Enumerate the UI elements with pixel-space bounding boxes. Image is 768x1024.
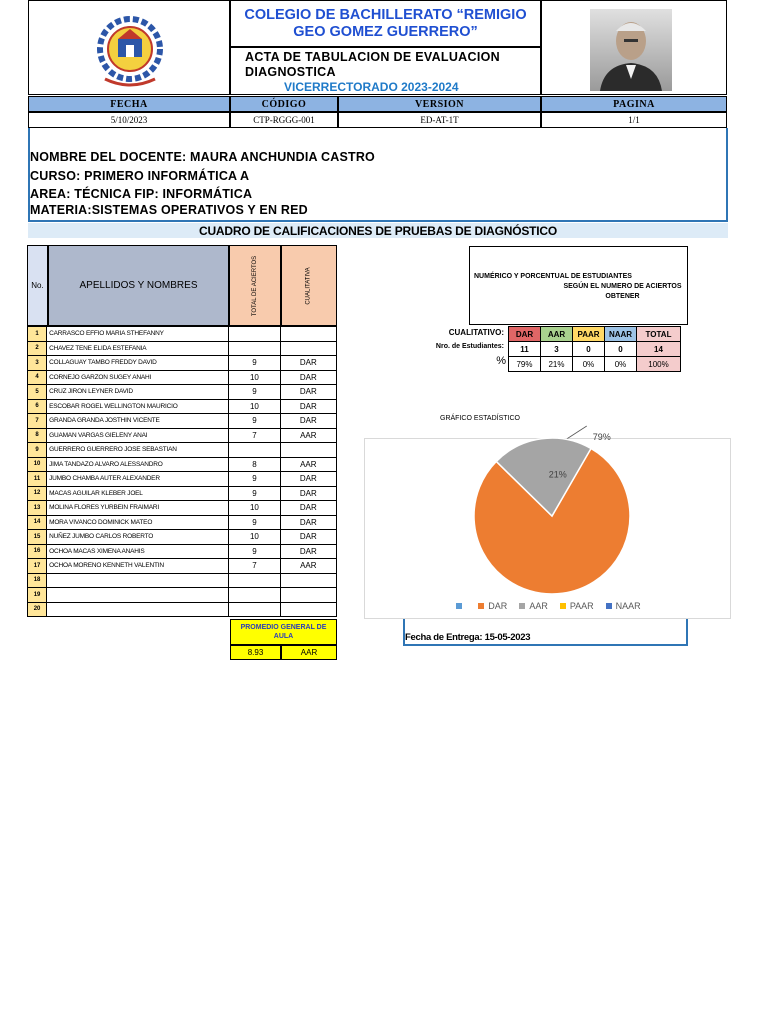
student-qualitative: AAR xyxy=(280,457,336,472)
student-qualitative: DAR xyxy=(280,544,336,559)
student-score: 9 xyxy=(229,385,280,400)
summary-title-box xyxy=(469,246,688,325)
student-score: 8 xyxy=(229,457,280,472)
pie-chart xyxy=(365,432,732,620)
student-qualitative: DAR xyxy=(280,515,336,530)
table-row xyxy=(28,472,337,487)
student-name: GUAMAN VARGAS GIELENY ANAI xyxy=(47,428,229,443)
grades-table xyxy=(27,326,337,617)
row-number: 11 xyxy=(28,472,47,487)
student-name: GUERRERO GUERRERO JOSE SEBASTIAN xyxy=(47,443,229,458)
legend-label: DAR xyxy=(488,601,508,611)
legend-item-paar xyxy=(560,601,594,611)
table-row xyxy=(28,327,337,342)
summary-count-dar: 11 xyxy=(509,342,541,357)
student-qualitative: DAR xyxy=(280,399,336,414)
student-qualitative xyxy=(280,341,336,356)
photo-cell xyxy=(541,0,727,95)
student-score: 9 xyxy=(229,414,280,429)
table-row xyxy=(28,443,337,458)
summary-header-paar: PAAR xyxy=(573,327,605,342)
student-score: 9 xyxy=(229,356,280,371)
delivery-date: Fecha de Entrega: 15-05-2023 xyxy=(405,632,531,643)
student-qualitative: DAR xyxy=(280,370,336,385)
school-name: COLEGIO DE BACHILLERATO “REMIGIO GEO GOMEZ GUERRERO” xyxy=(244,6,527,40)
summary-count-total: 14 xyxy=(637,342,681,357)
student-score: 9 xyxy=(229,472,280,487)
summary-header-dar: DAR xyxy=(509,327,541,342)
student-score xyxy=(229,588,280,603)
legend-swatch xyxy=(519,603,525,609)
student-name xyxy=(47,588,229,603)
fecha-header: FECHA xyxy=(28,96,230,112)
row-number: 1 xyxy=(28,327,47,342)
summary-header-aar: AAR xyxy=(541,327,573,342)
col-total-label: TOTAL DE ACIERTOS xyxy=(252,255,259,316)
student-score: 10 xyxy=(229,530,280,545)
summary-count-paar: 0 xyxy=(573,342,605,357)
legend-item-naar xyxy=(606,601,641,611)
title-cell xyxy=(230,47,541,95)
student-qualitative: AAR xyxy=(280,428,336,443)
row-number: 19 xyxy=(28,588,47,603)
summary-row-label-est: Nro. de Estudiantes: xyxy=(435,343,504,350)
student-name: CRUZ JIRON LEYNER DAVID xyxy=(47,385,229,400)
student-qualitative: AAR xyxy=(280,559,336,574)
promedio-qual-cell xyxy=(281,645,337,660)
student-name: OCHOA MACAS XIMENA ANAHIS xyxy=(47,544,229,559)
student-name: MACAS AGUILAR KLEBER JOEL xyxy=(47,486,229,501)
table-row xyxy=(28,515,337,530)
summary-header-naar: NAAR xyxy=(605,327,637,342)
student-score: 9 xyxy=(229,544,280,559)
promedio-label: PROMEDIO GENERAL DE AULA xyxy=(240,624,327,640)
promedio-value: 8.93 xyxy=(247,648,264,657)
table-row xyxy=(28,341,337,356)
student-score: 10 xyxy=(229,399,280,414)
row-number: 4 xyxy=(28,370,47,385)
row-number: 6 xyxy=(28,399,47,414)
materia-line: MATERIA:SISTEMAS OPERATIVOS Y EN RED xyxy=(30,203,308,217)
table-row xyxy=(28,486,337,501)
col-names-header xyxy=(48,245,229,326)
summary-row-label-cual: CUALITATIVO: xyxy=(448,328,504,337)
student-score: 10 xyxy=(229,501,280,516)
student-name: OCHOA MORENO KENNETH VALENTIN xyxy=(47,559,229,574)
legend-label: PAAR xyxy=(569,601,594,611)
vicerrectorado-label: VICERRECTORADO 2023-2024 xyxy=(284,80,459,94)
col-cualitativa-label: CUALITATIVA xyxy=(306,266,312,305)
student-qualitative: DAR xyxy=(280,530,336,545)
row-number: 13 xyxy=(28,501,47,516)
legend-label: AAR xyxy=(529,601,548,611)
portrait-photo-icon xyxy=(590,9,672,91)
summary-header-total: TOTAL xyxy=(637,327,681,342)
student-name: CHAVEZ TENE ELIDA ESTEFANIA xyxy=(47,341,229,356)
student-score: 9 xyxy=(229,486,280,501)
table-row xyxy=(28,544,337,559)
school-logo-icon xyxy=(85,9,175,89)
document-title: ACTA DE TABULACION DE EVALUACION DIAGNOSTICA xyxy=(245,50,500,79)
summary-percent-paar: 0% xyxy=(573,357,605,372)
student-name: MORA VIVANCO DOMINICK MATEO xyxy=(47,515,229,530)
col-names-label: APELLIDOS Y NOMBRES xyxy=(79,280,198,291)
student-score: 9 xyxy=(229,515,280,530)
row-number: 3 xyxy=(28,356,47,371)
codigo-header: CÓDIGO xyxy=(230,96,338,112)
table-title xyxy=(28,223,728,238)
student-qualitative: DAR xyxy=(280,501,336,516)
student-qualitative: DAR xyxy=(280,385,336,400)
legend-swatch xyxy=(560,603,566,609)
grades-table-header xyxy=(27,245,337,326)
pie-label-dar: 79% xyxy=(592,432,611,442)
table-row xyxy=(28,501,337,516)
summary-percent-aar: 21% xyxy=(541,357,573,372)
summary-row-label-pct: % xyxy=(496,355,506,367)
table-row xyxy=(28,399,337,414)
codigo-value: CTP-RGGG-001 xyxy=(230,112,338,128)
table-row xyxy=(28,428,337,443)
student-name: JIMA TANDAZO ALVARO ALESSANDRO xyxy=(47,457,229,472)
row-number: 16 xyxy=(28,544,47,559)
chart-title: GRÁFICO ESTADÍSTICO xyxy=(440,415,520,422)
student-qualitative xyxy=(280,602,336,617)
student-qualitative: DAR xyxy=(280,486,336,501)
legend-swatch xyxy=(456,603,462,609)
summary-percent-naar: 0% xyxy=(605,357,637,372)
row-number: 12 xyxy=(28,486,47,501)
student-name: JUMBO CHAMBA AUTER ALEXANDER xyxy=(47,472,229,487)
table-title-text: CUADRO DE CALIFICACIONES DE PRUEBAS DE DIAGNÓSTICO xyxy=(198,223,558,238)
row-number: 9 xyxy=(28,443,47,458)
legend-swatch xyxy=(478,603,484,609)
student-score xyxy=(229,573,280,588)
col-no-label: No. xyxy=(31,281,44,290)
table-row xyxy=(28,414,337,429)
row-number: 20 xyxy=(28,602,47,617)
row-number: 10 xyxy=(28,457,47,472)
student-name xyxy=(47,602,229,617)
legend-item-aar xyxy=(519,601,548,611)
table-row xyxy=(28,370,337,385)
docente-line: NOMBRE DEL DOCENTE: MAURA ANCHUNDIA CASTRO xyxy=(30,150,375,164)
student-qualitative xyxy=(280,327,336,342)
student-name: COLLAGUAY TAMBO FREDDY DAVID xyxy=(47,356,229,371)
student-qualitative: DAR xyxy=(280,472,336,487)
pagina-value: 1/1 xyxy=(541,112,727,128)
table-row xyxy=(28,588,337,603)
pie-label-aar: 21% xyxy=(548,469,567,480)
student-qualitative: DAR xyxy=(280,356,336,371)
legend-item-blank xyxy=(456,601,466,611)
col-no-header xyxy=(27,245,48,326)
student-qualitative xyxy=(280,573,336,588)
student-name: GRANDA GRANDA JOSTHIN VICENTE xyxy=(47,414,229,429)
student-score xyxy=(229,327,280,342)
promedio-qual: AAR xyxy=(300,648,318,657)
chart-legend xyxy=(365,601,732,611)
promedio-value-cell xyxy=(230,645,281,660)
student-name: NUÑEZ JUMBO CARLOS ROBERTO xyxy=(47,530,229,545)
row-number: 8 xyxy=(28,428,47,443)
col-cualitativa-header xyxy=(281,245,337,326)
row-number: 17 xyxy=(28,559,47,574)
chart-area xyxy=(364,432,731,619)
table-row xyxy=(28,530,337,545)
student-name: CARRASCO EFFIO MARIA STHEFANNY xyxy=(47,327,229,342)
col-total-header xyxy=(229,245,281,326)
student-name: MOLINA FLORES YURBEIN FRAIMARI xyxy=(47,501,229,516)
row-number: 2 xyxy=(28,341,47,356)
student-qualitative xyxy=(280,588,336,603)
table-row xyxy=(28,385,337,400)
student-score: 7 xyxy=(229,559,280,574)
student-score xyxy=(229,341,280,356)
table-row xyxy=(28,559,337,574)
table-row xyxy=(28,573,337,588)
summary-count-aar: 3 xyxy=(541,342,573,357)
student-score: 7 xyxy=(229,428,280,443)
row-number: 14 xyxy=(28,515,47,530)
summary-table xyxy=(508,326,681,372)
student-name xyxy=(47,573,229,588)
curso-line: CURSO: PRIMERO INFORMÁTICA A xyxy=(30,169,250,183)
table-row xyxy=(28,356,337,371)
student-name: CORNEJO GARZON SUGEY ANAHI xyxy=(47,370,229,385)
summary-title-line2: SEGÚN EL NUMERO DE ACIERTOS OBTENER xyxy=(563,283,682,300)
row-number: 5 xyxy=(28,385,47,400)
row-number: 15 xyxy=(28,530,47,545)
row-number: 18 xyxy=(28,573,47,588)
table-row xyxy=(28,602,337,617)
promedio-label-cell xyxy=(230,619,337,645)
fecha-value: 5/10/2023 xyxy=(28,112,230,128)
student-score: 10 xyxy=(229,370,280,385)
area-line: AREA: TÉCNICA FIP: INFORMÁTICA xyxy=(30,187,253,201)
student-name: ESCOBAR ROGEL WELLINGTON MAURICIO xyxy=(47,399,229,414)
version-value: ED-AT-1T xyxy=(338,112,541,128)
version-header: VERSION xyxy=(338,96,541,112)
summary-percent-total: 100% xyxy=(637,357,681,372)
legend-item-dar xyxy=(478,601,507,611)
summary-count-naar: 0 xyxy=(605,342,637,357)
pagina-header: PAGINA xyxy=(541,96,727,112)
school-name-cell xyxy=(230,0,541,47)
table-row xyxy=(28,457,337,472)
student-score xyxy=(229,443,280,458)
row-number: 7 xyxy=(28,414,47,429)
summary-percent-dar: 79% xyxy=(509,357,541,372)
summary-title-line1: NUMÉRICO Y PORCENTUAL DE ESTUDIANTES xyxy=(474,273,632,280)
student-score xyxy=(229,602,280,617)
legend-swatch xyxy=(606,603,612,609)
legend-label: NAAR xyxy=(615,601,641,611)
student-qualitative: DAR xyxy=(280,414,336,429)
logo-cell xyxy=(28,0,230,95)
student-qualitative xyxy=(280,443,336,458)
